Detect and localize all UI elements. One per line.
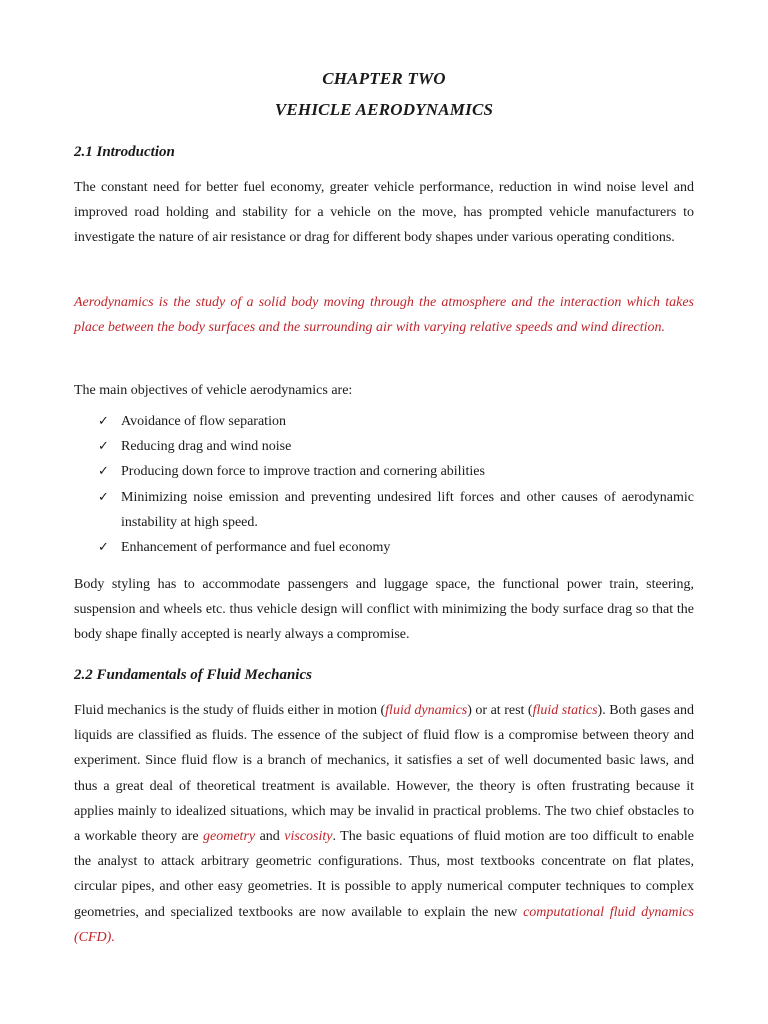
text-run: ) or at rest ( — [467, 703, 533, 718]
intro-paragraph: The constant need for better fuel economy, greater vehicle performance, reduction in wind noise level and improved road holding and stability for a vehicle on the move, has prompted vehicle manufacturers to investigate the nature of air resistance or drag for different body shapes under various operating conditions. — [74, 180, 694, 246]
check-icon: ✓ — [98, 414, 109, 429]
check-icon: ✓ — [98, 464, 109, 480]
list-item — [74, 535, 694, 560]
list-item — [74, 409, 694, 434]
section-heading-fluid-mechanics: 2.2 Fundamentals of Fluid Mechanics — [74, 667, 312, 683]
check-icon: ✓ — [98, 439, 109, 455]
check-icon: ✓ — [98, 540, 109, 556]
term-fluid-dynamics: fluid dynamics — [385, 703, 468, 718]
text-run: . — [111, 929, 115, 945]
text-run: Fluid mechanics is the study of fluids either in motion ( — [74, 703, 386, 718]
chapter-title: VEHICLE AERODYNAMICS — [274, 100, 494, 119]
list-item — [74, 434, 694, 459]
list-item-text: Avoidance of flow separation — [121, 414, 286, 429]
term-cfd: computational fluid dynamics (CFD) — [74, 904, 694, 945]
text-run: . The basic equations of fluid motion are too difficult to enable the analyst to attack arbitrary geometric configurations. Thus, most textbooks concentrate on flat plates, circular pipes, and other easy geometries. It is possible to apply numerical computer techniques to complex geometries, and specialized textbooks are now available to explain the new — [74, 829, 694, 920]
chapter-label: CHAPTER TWO — [322, 69, 446, 88]
list-item — [74, 459, 694, 484]
objectives-list — [74, 409, 694, 560]
list-item-text: Minimizing noise emission and preventing undesired lift forces and other causes of aerodynamic instability at high speed. — [121, 489, 694, 530]
section-heading-introduction: 2.1 Introduction — [74, 144, 175, 160]
objectives-lead: The main objectives of vehicle aerodynamics are: — [74, 383, 353, 398]
definition-paragraph: Aerodynamics is the study of a solid body moving through the atmosphere and the interaction which takes place between the body surfaces and the surrounding air with varying relative speeds and wind direction. — [74, 295, 694, 336]
body-styling-paragraph: Body styling has to accommodate passengers and luggage space, the functional power train, steering, suspension and wheels etc. thus vehicle design will conflict with minimizing the body surface drag so that the body shape finally accepted is nearly always a compromise. — [74, 577, 694, 643]
list-item-text: Reducing drag and wind noise — [121, 439, 292, 455]
list-item — [74, 485, 694, 535]
list-item-text: Producing down force to improve traction and cornering abilities — [121, 464, 485, 480]
term-geometry: geometry — [203, 829, 256, 845]
text-run: and — [255, 829, 285, 845]
list-item-text: Enhancement of performance and fuel economy — [121, 540, 391, 556]
term-viscosity: viscosity — [284, 829, 333, 845]
term-fluid-statics: fluid statics — [532, 703, 598, 718]
text-run: ). Both gases and liquids are classified as fluids. The essence of the subject of fluid flow is a compromise between theory and experiment. Since fluid flow is a branch of mechanics, it satisfies a set of well documented basic laws, and thus a great deal of theoretical treatment is available. However, the theory is often frustrating because it applies mainly to idealized situations, which may be invalid in practical problems. The two chief obstacles to a workable theory are — [74, 703, 695, 845]
fluid-mechanics-paragraph — [74, 698, 694, 950]
check-icon: ✓ — [98, 489, 109, 505]
